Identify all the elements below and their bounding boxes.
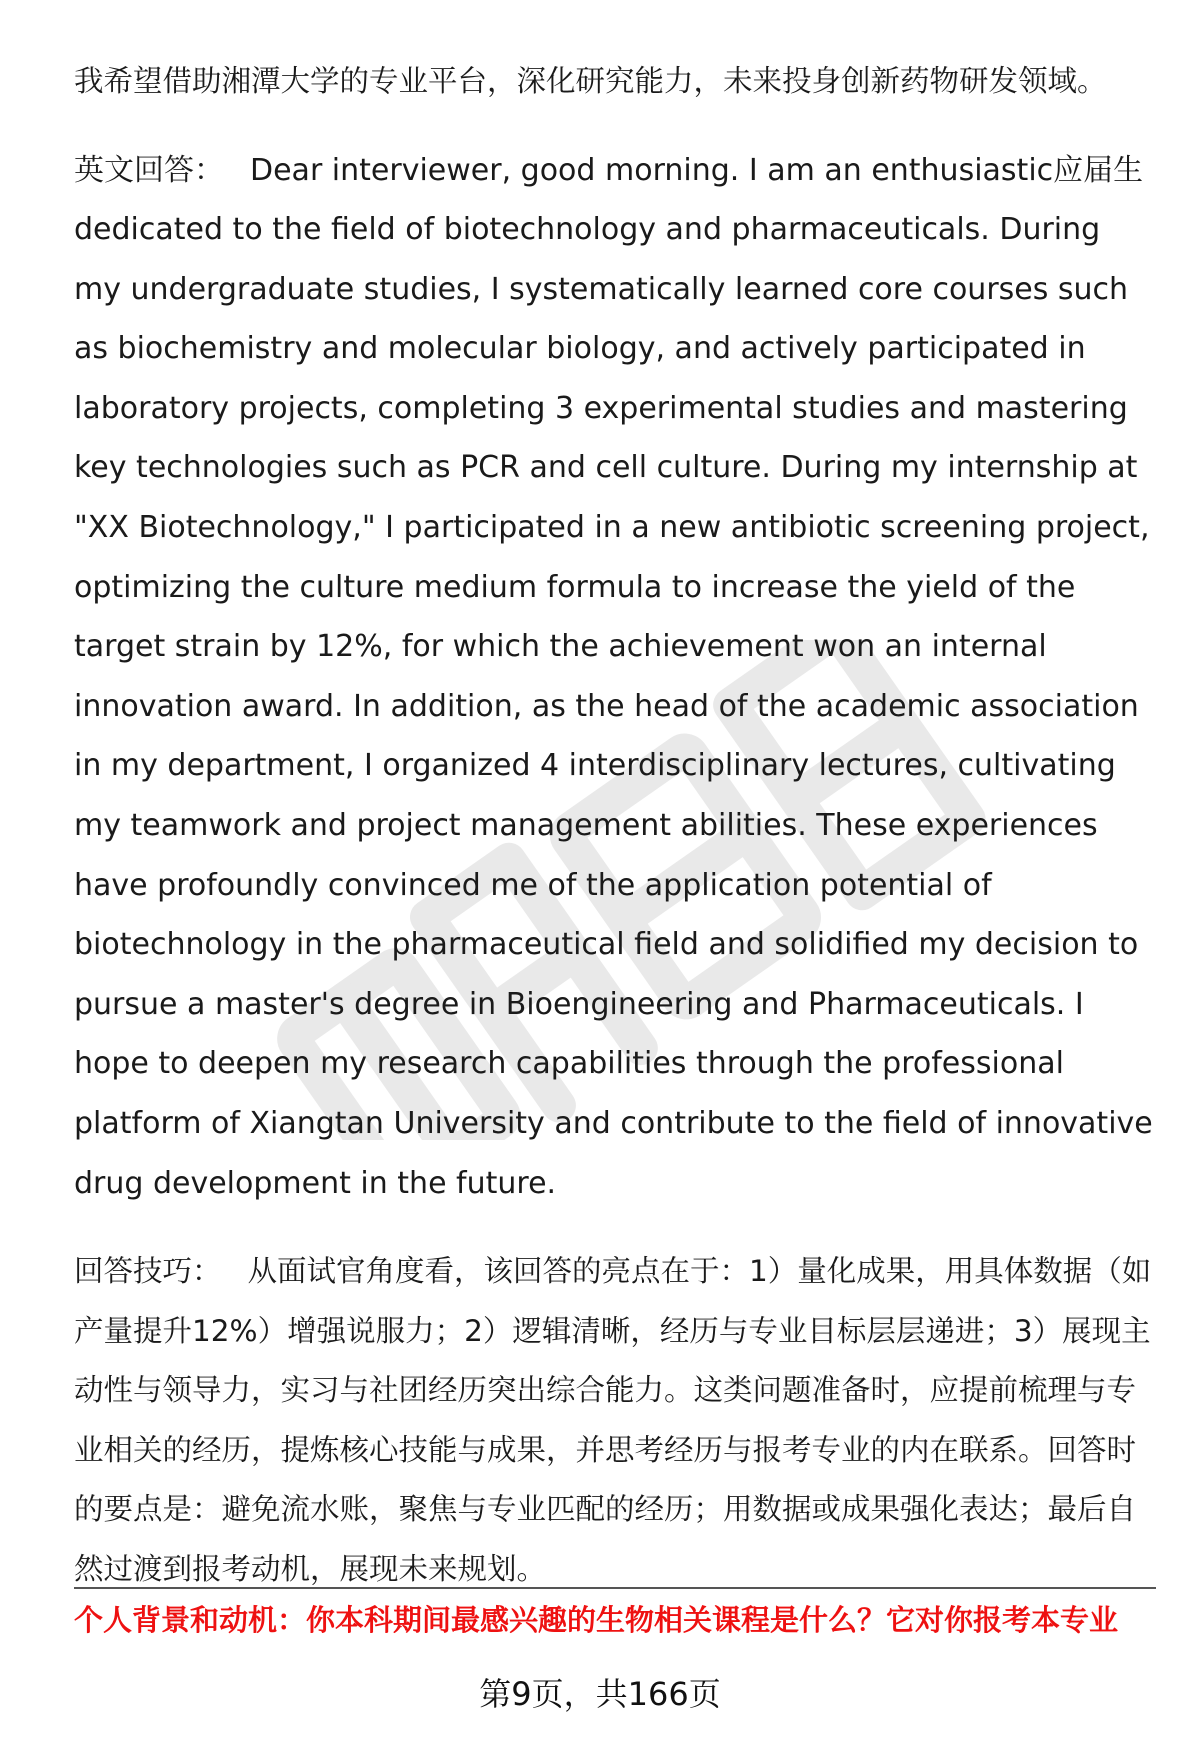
- tips-label: 回答技巧：: [74, 1254, 222, 1289]
- section-divider: [74, 1587, 1156, 1589]
- english-answer-paragraph: [74, 141, 1154, 1214]
- page-number-footer: 第9页，共166页: [479, 1675, 721, 1713]
- next-question-heading: 个人背景和动机：你本科期间最感兴趣的生物相关课程是什么？它对你报考本专业: [74, 1603, 1119, 1637]
- document-body: [74, 52, 1154, 1599]
- tips-text: 从面试官角度看，该回答的亮点在于：1）量化成果，用具体数据（如产量提升12%）增强说服力；2）逻辑清晰，经历与专业目标层层递进；3）展现主动性与领导力，实习与社团经历突出综合能力。这类问题准备时，应提前梳理与专业相关的经历，提炼核心技能与成果，并思考经历与报考专业的内在联系。回答时的要点是：避免流水账，聚焦与专业匹配的经历；用数据或成果强化表达；最后自然过渡到报考动机，展现未来规划。: [74, 1254, 1152, 1586]
- english-answer-text: Dear interviewer, good morning. I am an enthusiastic应届生 dedicated to the field of biotechnology and pharmaceuticals. During my undergraduate studies, I systematically learned core courses such as biochemistry and molecular biology, and actively participated in laboratory projects, completing 3 experimental studies and mastering key technologies such as PCR and cell culture. During my internship at "XX Biotechnology," I participated in a new antibiotic screening project, optimizing the culture medium formula to increase the yield of the target strain by 12%, for which the achievement won an internal innovation award. In addition, as the head of the academic association in my department, I organized 4 interdisciplinary lectures, cultivating my teamwork and project management abilities. These experiences have profoundly convinced me of the application potential of biotechnology in the pharmaceutical field and solidified my decision to pursue a master's degree in Bioengineering and Pharmaceuticals. I hope to deepen my research capabilities through the professional platform of Xiangtan University and contribute to the field of innovative drug development in the future.: [74, 152, 1153, 1201]
- english-answer-label: 英文回答：: [74, 152, 224, 188]
- tips-paragraph: [74, 1242, 1154, 1599]
- intro-tail-paragraph: 我希望借助湘潭大学的专业平台，深化研究能力，未来投身创新药物研发领域。: [74, 64, 1107, 98]
